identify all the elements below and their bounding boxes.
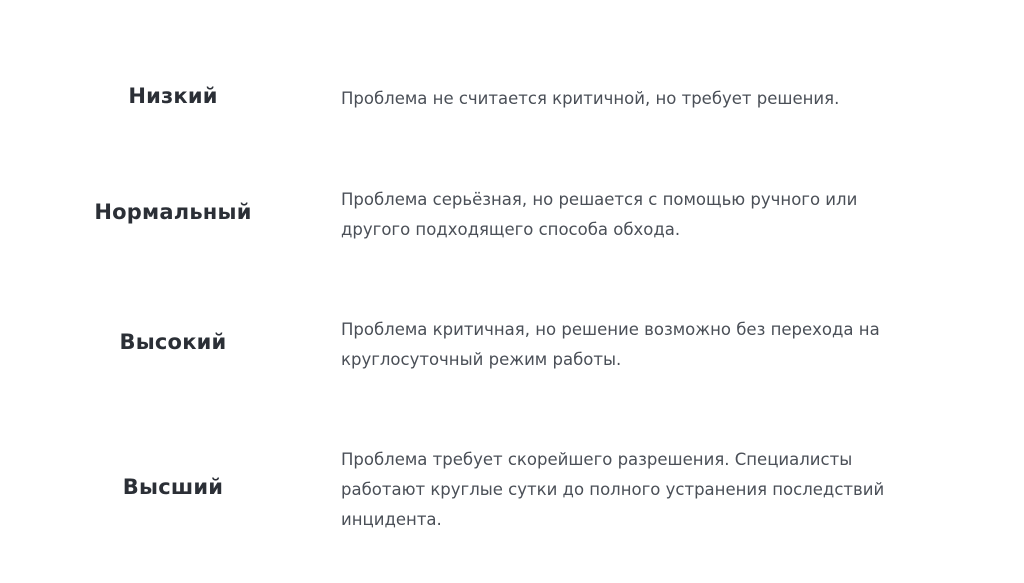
description-line: инцидента. — [341, 510, 442, 529]
priority-description — [341, 84, 941, 114]
priority-level-label: Нормальный — [94, 200, 252, 224]
priority-description — [341, 315, 941, 375]
description-line: другого подходящего способа обхода. — [341, 220, 681, 239]
description-line: Проблема требует скорейшего разрешения. Специалисты — [341, 450, 853, 469]
description-line: Проблема серьёзная, но решается с помощью ручного или — [341, 190, 858, 209]
priority-description — [341, 445, 941, 535]
description-line: Проблема не считается критичной, но требует решения. — [341, 89, 840, 108]
description-line: работают круглые сутки до полного устранения последствий — [341, 480, 885, 499]
priority-level-label: Высший — [122, 475, 224, 499]
priority-description — [341, 185, 941, 245]
priority-level-label: Высокий — [119, 330, 227, 354]
description-line: Проблема критичная, но решение возможно без перехода на — [341, 320, 880, 339]
description-line: круглосуточный режим работы. — [341, 350, 622, 369]
priority-level-label: Низкий — [128, 84, 218, 108]
